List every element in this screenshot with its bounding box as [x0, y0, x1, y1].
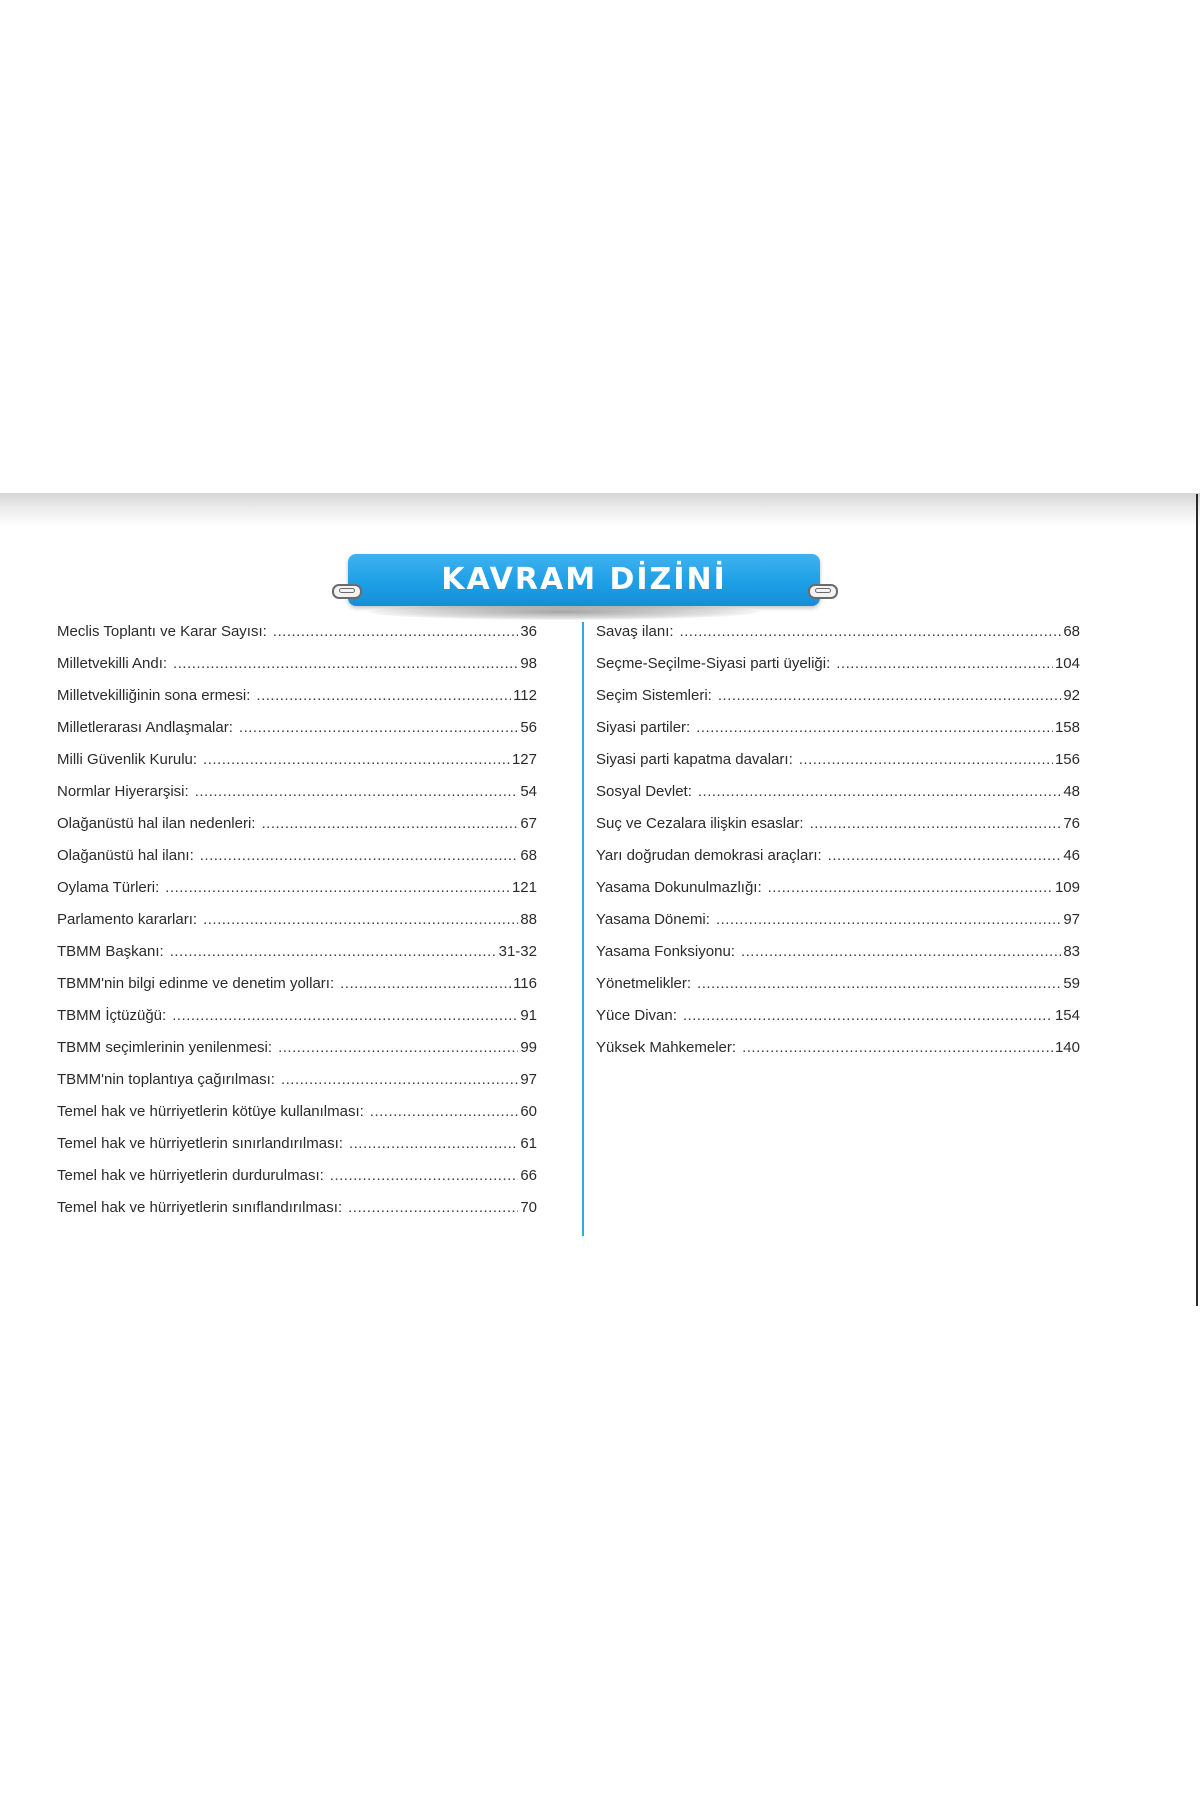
index-entry [596, 719, 1080, 751]
index-term: Savaş ilanı: [596, 623, 674, 640]
banner-shadow [368, 604, 758, 620]
index-page-number: 59 [1063, 975, 1080, 992]
index-entry [57, 623, 537, 655]
index-term: Yasama Fonksiyonu: [596, 943, 735, 960]
index-entry [596, 655, 1080, 687]
index-entry [57, 751, 537, 783]
dot-leader [281, 1071, 518, 1088]
index-page-number: 68 [520, 847, 537, 864]
paperclip-icon [808, 584, 838, 599]
dot-leader [697, 975, 1061, 992]
index-page-number: 140 [1054, 1039, 1080, 1056]
index-page-number: 121 [511, 879, 537, 896]
index-entry [57, 783, 537, 815]
dot-leader [340, 975, 511, 992]
index-page-number: 48 [1063, 783, 1080, 800]
dot-leader [716, 911, 1061, 928]
index-page-number: 92 [1063, 687, 1080, 704]
index-entry [57, 815, 537, 847]
banner-ribbon [348, 554, 820, 606]
index-page-number: 67 [520, 815, 537, 832]
paperclip-icon [332, 584, 362, 599]
index-term: Milli Güvenlik Kurulu: [57, 751, 198, 768]
dot-leader [683, 1007, 1053, 1024]
index-term: Temel hak ve hürriyetlerin kötüye kullanılması: [57, 1103, 364, 1120]
index-entry [57, 719, 537, 751]
index-page-number: 76 [1063, 815, 1080, 832]
index-term: Temel hak ve hürriyetlerin sınıflandırılması: [57, 1199, 343, 1216]
index-page-number: 91 [520, 1007, 537, 1024]
dot-leader [261, 815, 518, 832]
dot-leader [370, 1103, 519, 1120]
index-term: TBMM'nin toplantıya çağırılması: [57, 1071, 275, 1088]
index-page-number: 116 [513, 975, 537, 992]
page-top-shadow [0, 493, 1200, 527]
dot-leader [698, 783, 1061, 800]
dot-leader [203, 751, 510, 768]
index-term: Olağanüstü hal ilanı: [57, 847, 194, 864]
index-column-left [57, 623, 537, 1231]
dot-leader [203, 911, 518, 928]
dot-leader [200, 847, 519, 864]
index-term: Milletvekilli Andı: [57, 655, 168, 672]
page-right-edge [1196, 494, 1198, 1306]
dot-leader [768, 879, 1053, 896]
dot-leader [330, 1167, 519, 1184]
dot-leader [828, 847, 1062, 864]
index-term: Milletvekilliğinin sona ermesi: [57, 687, 251, 704]
index-page-number: 68 [1063, 623, 1080, 640]
index-term: Suç ve Cezalara ilişkin esaslar: [596, 815, 804, 832]
index-entry [57, 1103, 537, 1135]
index-page-number: 158 [1054, 719, 1080, 736]
index-term: Temel hak ve hürriyetlerin sınırlandırılması: [57, 1135, 343, 1152]
title-banner [330, 554, 840, 624]
index-entry [596, 1039, 1080, 1071]
index-entry [57, 975, 537, 1007]
index-term: Yüce Divan: [596, 1007, 677, 1024]
index-entry [596, 623, 1080, 655]
index-term: Normlar Hiyerarşisi: [57, 783, 189, 800]
index-term: Yüksek Mahkemeler: [596, 1039, 737, 1056]
index-term: Parlamento kararları: [57, 911, 198, 928]
dot-leader [278, 1039, 518, 1056]
index-entry [57, 879, 537, 911]
index-term: Temel hak ve hürriyetlerin durdurulması: [57, 1167, 324, 1184]
index-entry [57, 847, 537, 879]
index-page-number: 60 [520, 1103, 537, 1120]
index-term: TBMM Başkanı: [57, 943, 164, 960]
index-term: TBMM'nin bilgi edinme ve denetim yolları: [57, 975, 335, 992]
index-entry [596, 911, 1080, 943]
dot-leader [348, 1199, 518, 1216]
index-term: Yasama Dönemi: [596, 911, 710, 928]
index-entry [596, 815, 1080, 847]
index-term: Yarı doğrudan demokrasi araçları: [596, 847, 822, 864]
index-term: Seçme-Seçilme-Siyasi parti üyeliği: [596, 655, 831, 672]
dot-leader [239, 719, 518, 736]
dot-leader [836, 655, 1053, 672]
index-entry [596, 783, 1080, 815]
column-divider [582, 622, 584, 1236]
dot-leader [172, 1007, 518, 1024]
index-term: Olağanüstü hal ilan nedenleri: [57, 815, 256, 832]
dot-leader [742, 1039, 1053, 1056]
dot-leader [718, 687, 1061, 704]
index-term: Seçim Sistemleri: [596, 687, 712, 704]
index-page-number: 99 [520, 1039, 537, 1056]
index-entry [596, 943, 1080, 975]
index-entry [596, 975, 1080, 1007]
dot-leader [680, 623, 1062, 640]
index-page-number: 127 [511, 751, 537, 768]
dot-leader [273, 623, 519, 640]
index-entry [57, 1135, 537, 1167]
index-entry [57, 1167, 537, 1199]
index-page-number: 56 [520, 719, 537, 736]
index-entry [57, 911, 537, 943]
index-page-number: 97 [520, 1071, 537, 1088]
dot-leader [741, 943, 1061, 960]
dot-leader [170, 943, 497, 960]
index-page-number: 98 [520, 655, 537, 672]
index-page-number: 46 [1063, 847, 1080, 864]
page-title: KAVRAM DİZİNİ [441, 562, 727, 597]
index-term: Yönetmelikler: [596, 975, 692, 992]
index-entry [596, 879, 1080, 911]
dot-leader [173, 655, 518, 672]
dot-leader [349, 1135, 518, 1152]
dot-leader [696, 719, 1053, 736]
index-entry [57, 1071, 537, 1103]
index-entry [596, 847, 1080, 879]
index-page-number: 88 [520, 911, 537, 928]
index-entry [596, 751, 1080, 783]
index-page-number: 109 [1054, 879, 1080, 896]
index-page-number: 112 [513, 687, 537, 704]
index-term: Meclis Toplantı ve Karar Sayısı: [57, 623, 267, 640]
index-entry [57, 1007, 537, 1039]
index-page-number: 156 [1054, 751, 1080, 768]
index-column-right [596, 623, 1080, 1071]
dot-leader [165, 879, 510, 896]
index-entry [57, 943, 537, 975]
index-page-number: 83 [1063, 943, 1080, 960]
index-term: TBMM seçimlerinin yenilenmesi: [57, 1039, 273, 1056]
index-entry [596, 687, 1080, 719]
index-page-number: 70 [520, 1199, 537, 1216]
index-page-number: 154 [1054, 1007, 1080, 1024]
dot-leader [256, 687, 511, 704]
index-page-number: 36 [520, 623, 537, 640]
index-entry [57, 1039, 537, 1071]
index-entry [57, 687, 537, 719]
index-term: Oylama Türleri: [57, 879, 160, 896]
index-term: Milletlerarası Andlaşmalar: [57, 719, 233, 736]
index-term: Siyasi parti kapatma davaları: [596, 751, 793, 768]
index-page-number: 97 [1063, 911, 1080, 928]
dot-leader [195, 783, 519, 800]
index-entry [57, 655, 537, 687]
dot-leader [799, 751, 1053, 768]
index-entry [596, 1007, 1080, 1039]
index-page-number: 66 [520, 1167, 537, 1184]
index-term: TBMM İçtüzüğü: [57, 1007, 167, 1024]
index-page-number: 54 [520, 783, 537, 800]
index-term: Sosyal Devlet: [596, 783, 692, 800]
dot-leader [810, 815, 1062, 832]
index-entry [57, 1199, 537, 1231]
index-page-number: 31-32 [498, 943, 537, 960]
index-term: Yasama Dokunulmazlığı: [596, 879, 762, 896]
index-page-number: 61 [520, 1135, 537, 1152]
index-term: Siyasi partiler: [596, 719, 691, 736]
index-page-number: 104 [1054, 655, 1080, 672]
